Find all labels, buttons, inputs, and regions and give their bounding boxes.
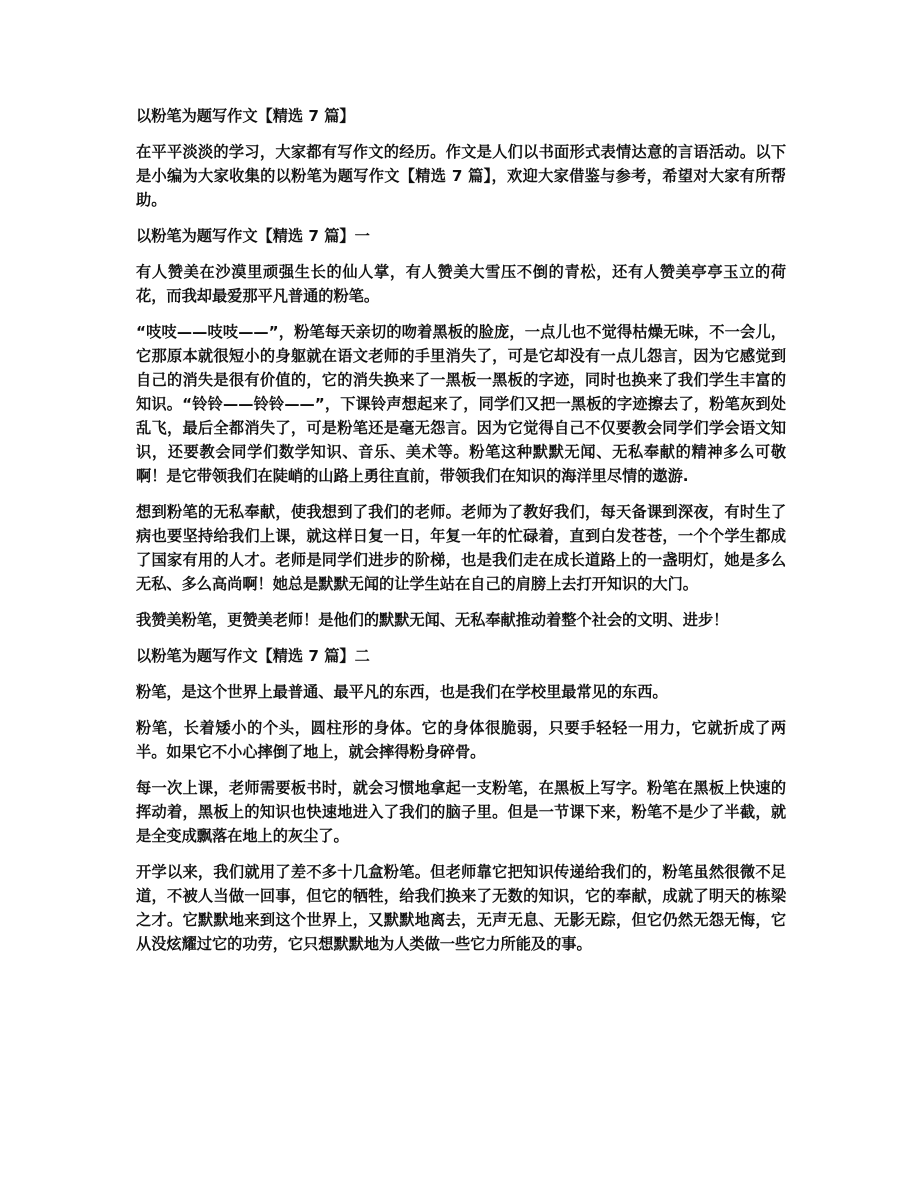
section-1-paragraph-3: 想到粉笔的无私奉献，使我想到了我们的老师。老师为了教好我们，每天备课到深夜，有时生了病也要坚持给我们上课，就这样日复一日，年复一年的忙碌着，直到白发苍苍，一个个学生都成了国家有用的人才。老师是同学们进步的阶梯，也是我们走在成长道路上的一盏明灯，她是多么无私、多么高尚啊！她总是默默无闻的让学生站在自己的肩膀上去打开知识的大门。 [136,503,786,593]
document-page [136,104,786,968]
section-2-heading: 以粉笔为题写作文【精选 7 篇】二 [136,647,370,665]
section-2-paragraph-2: 粉笔，长着矮小的个头，圆柱形的身体。它的身体很脆弱，只要手轻轻一用力，它就折成了两半。如果它不小心摔倒了地上，就会摔得粉身碎骨。 [136,719,786,761]
section-1-paragraph-4: 我赞美粉笔，更赞美老师！是他们的默默无闻、无私奉献推动着整个社会的文明、进步！ [136,611,729,629]
section-2-paragraph-4: 开学以来，我们就用了差不多十几盒粉笔。但老师靠它把知识传递给我们的，粉笔虽然很微不足道，不被人当做一回事，但它的牺牲，给我们换来了无数的知识，它的奉献，成就了明天的栋梁之才。它默默地来到这个世界上，又默默地离去，无声无息、无影无踪，但它仍然无怨无悔，它从没炫耀过它的功劳，它只想默默地为人类做一些它力所能及的事。 [136,863,786,953]
section-1-heading: 以粉笔为题写作文【精选 7 篇】一 [136,227,370,245]
section-2-paragraph-1: 粉笔，是这个世界上最普通、最平凡的东西，也是我们在学校里最常见的东西。 [136,683,668,701]
section-1-paragraph-1: 有人赞美在沙漠里顽强生长的仙人掌，有人赞美大雪压不倒的青松，还有人赞美亭亭玉立的荷花，而我却最爱那平凡普通的粉笔。 [136,263,786,305]
section-2-paragraph-3: 每一次上课，老师需要板书时，就会习惯地拿起一支粉笔，在黑板上写字。粉笔在黑板上快速的挥动着，黑板上的知识也快速地进入了我们的脑子里。但是一节课下来，粉笔不是少了半截，就是全变成飘落在地上的灰尘了。 [136,779,786,845]
intro-paragraph: 在平平淡淡的学习，大家都有写作文的经历。作文是人们以书面形式表情达意的言语活动。以下是小编为大家收集的以粉笔为题写作文【精选 7 篇】，欢迎大家借鉴与参考，希望对大家有所帮助。 [136,143,786,209]
document-title: 以粉笔为题写作文【精选 7 篇】 [136,107,355,125]
section-1-paragraph-2: “吱吱——吱吱——”，粉笔每天亲切的吻着黑板的脸庞，一点儿也不觉得枯燥无味，不一会儿，它那原本就很短小的身躯就在语文老师的手里消失了，可是它却没有一点儿怨言，因为它感觉到自己的消失是很有价值的，它的消失换来了一黑板一黑板的字迹，同时也换来了我们学生丰富的知识。“铃铃——铃铃——”，下课铃声想起来了，同学们又把一黑板的字迹擦去了，粉笔灰到处乱飞，最后全都消失了，可是粉笔还是毫无怨言。因为它觉得自己不仅要教会同学们学会语文知识，还要教会同学们数学知识、音乐、美术等。粉笔这种默默无闻、无私奉献的精神多么可敬啊！是它带领我们在陡峭的山路上勇往直前，带领我们在知识的海洋里尽情的遨游. [136,323,786,485]
